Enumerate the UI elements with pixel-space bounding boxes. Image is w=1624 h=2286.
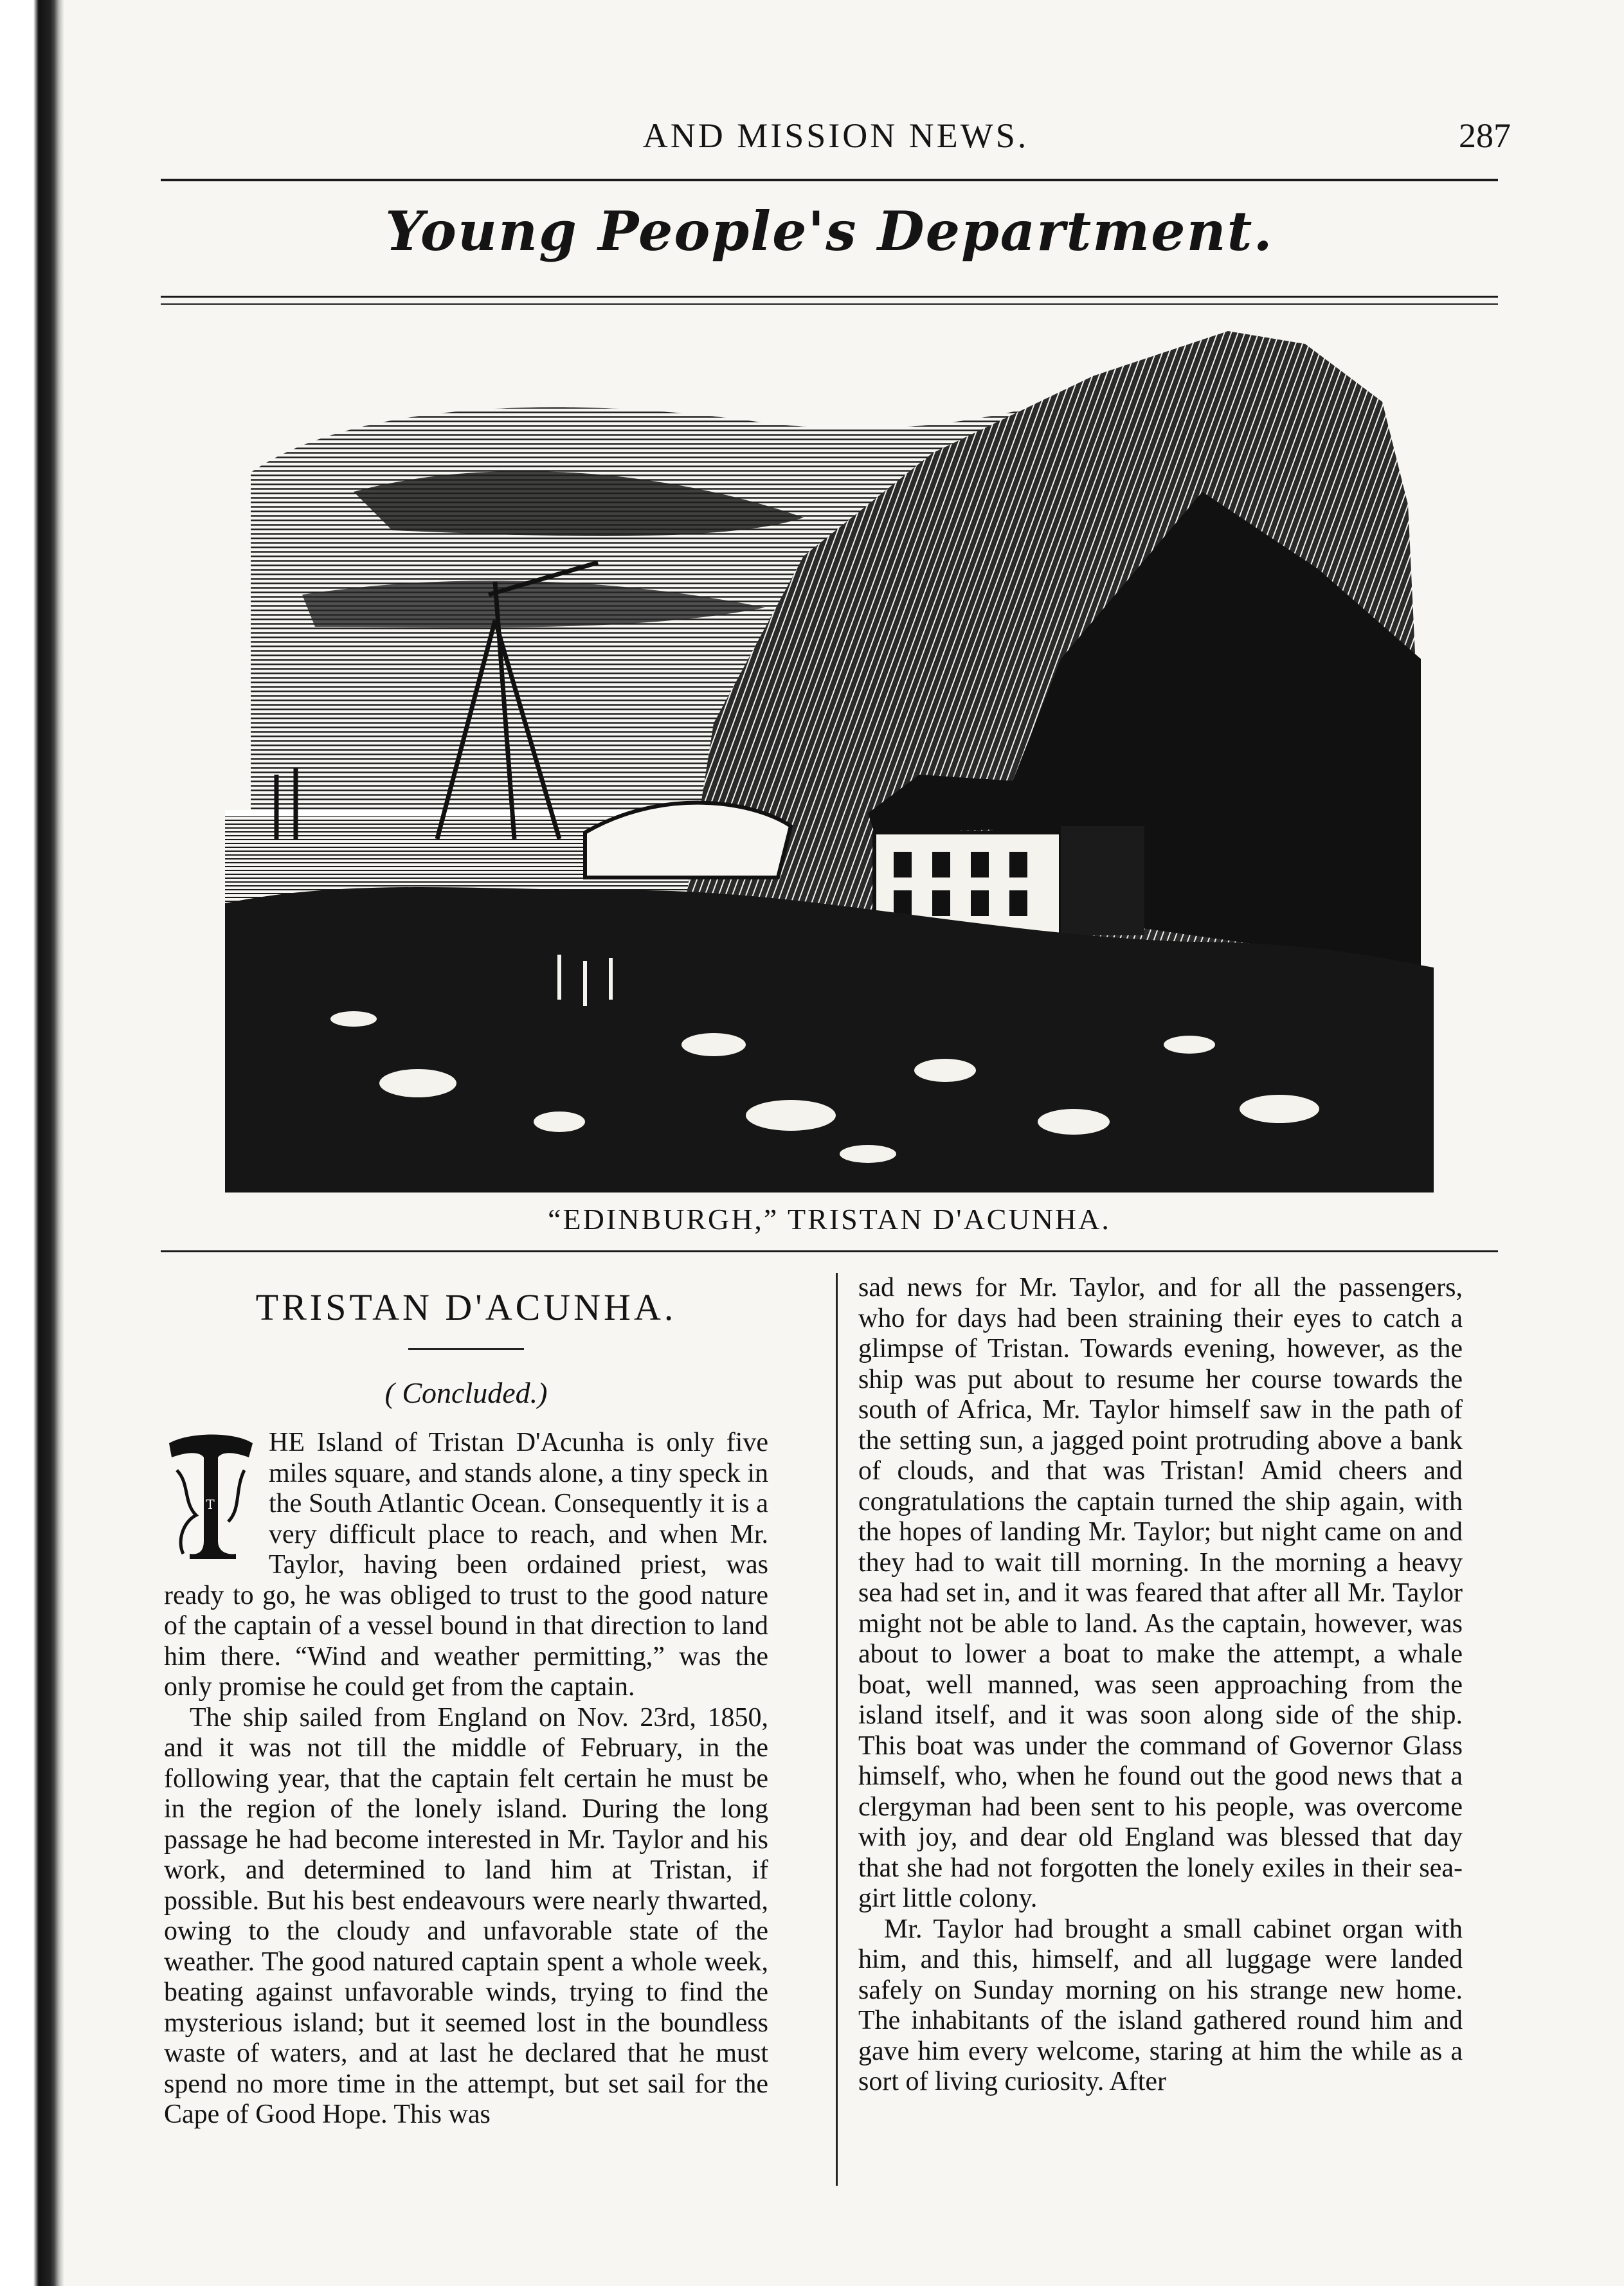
article-column-right (858, 1273, 1463, 2186)
page-number: 287 (1459, 116, 1511, 155)
header-rule (161, 179, 1498, 181)
ornamental-dropcap (164, 1432, 257, 1560)
department-title: Young People's Department. (385, 199, 1274, 263)
article-paragraph: HE Island of Tristan D'Acunha is only five miles square, and stands alone, a tiny speck in the South Atlantic Ocean. Consequently it is a very difficult place to reach, and when Mr. Taylor, having been ordained priest, was ready to go, he was obliged to trust to the good nature of the captain of a vessel bound in that direction to land him there. “Wind and weather permitting,” was the only promise he could get from the captain. (164, 1428, 768, 1702)
article-paragraph: sad news for Mr. Taylor, and for all the passengers, who for days had been straining their eyes to catch a glimpse of Tristan. Towards evening, however, as the ship was put about to resume her course towards the south of Africa, Mr. Taylor himself saw in the path of the setting sun, a jagged point protruding above a bank of clouds, and that was Tristan! Amid cheers and congratulations the captain turned the ship again, with the hopes of landing Mr. Taylor; but night came on and they had to wait till morning. In the morning a heavy sea had set in, and it was feared that after all Mr. Taylor might not be able to land. As the captain, however, was about to lower a boat to make the attempt, a whale boat, well manned, was seen approaching from the island itself, and it was soon along side of the ship. This boat was under the command of Governor Glass himself, who, when he found out the good news that a clergyman had been sent to his people, was overcome with joy, and dear old England was blessed that day that she had not forgotten the lonely exiles in their sea-girt little colony. (858, 1273, 1463, 1913)
article-subtitle: ( Concluded.) (384, 1376, 548, 1409)
article-title: TRISTAN D'ACUNHA. (255, 1286, 677, 1328)
engraving-edinburgh-tristan (225, 325, 1434, 1192)
article-column-left (164, 1273, 768, 2186)
illustration-caption: “EDINBURGH,” TRISTAN D'ACUNHA. (548, 1203, 1111, 1236)
caption-rule (161, 1250, 1498, 1252)
running-head (161, 109, 1511, 167)
department-rule-top (161, 296, 1498, 298)
binding-edge (0, 0, 64, 2286)
article-paragraph: Mr. Taylor had brought a small cabinet organ with him, and this, himself, and all luggage were landed safely on Sunday morning on his strange new home. The inhabitants of the island gathered round him and gave him every welcome, staring at him the while as a sort of living curiosity. After (858, 1914, 1463, 2096)
article-paragraph: The ship sailed from England on Nov. 23rd, 1850, and it was not till the middle of February, in the following year, that the captain felt certain he must be in the region of the lonely island. During the long passage he had become interested in Mr. Taylor and his work, and determined to land him at Tristan, if possible. But his best endeavours were nearly thwarted, owing to the cloudy and unfavorable state of the weather. The good natured captain spent a whole week, beating against unfavorable winds, trying to find the mysterious island; but it seemed lost in the boundless waste of waters, and at last he declared that he must spend no more time in the attempt, but set sail for the Cape of Good Hope. This was (164, 1702, 768, 2129)
svg-text:T: T (206, 1497, 215, 1512)
stone-house (868, 775, 1144, 935)
column-divider (836, 1273, 838, 2186)
department-rule-bottom (161, 303, 1498, 305)
running-title: AND MISSION NEWS. (642, 116, 1029, 155)
title-rule (408, 1348, 524, 1350)
